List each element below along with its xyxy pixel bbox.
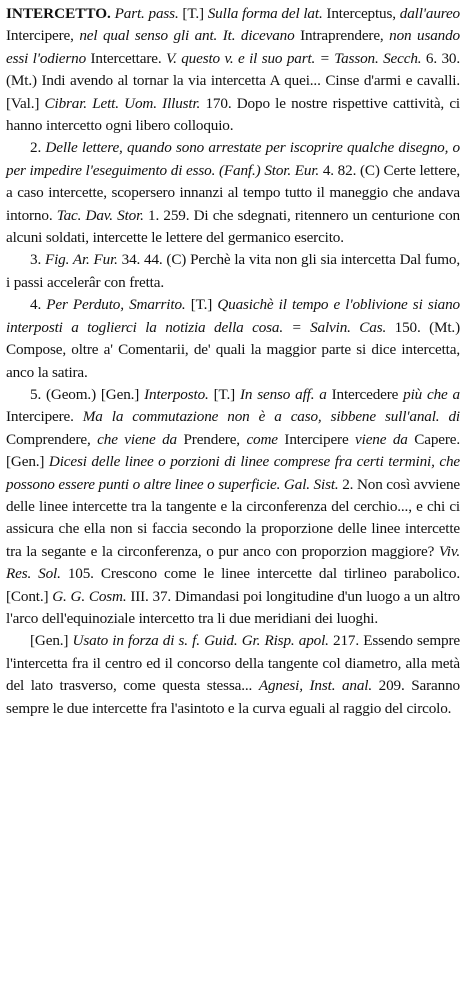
text-run: 4. 82. (C) Certe lettere, a caso intercette, scopersero innanzi al tempo tutto il maneggio che andava intorno.	[6, 161, 460, 224]
text-run: Prendere,	[177, 430, 247, 448]
italic-text-run: Delle lettere, quando sono arrestate per iscoprire qualche disegno, o per impedire l'eseguimento di esso. (Fanf.) Stor. Eur.	[6, 139, 460, 179]
headword: INTERCETTO.	[6, 5, 111, 22]
text-run: [T.]	[178, 5, 208, 22]
text-run: Capere. [Gen.]	[6, 430, 460, 471]
text-run: III. 37. Dimandasi poi longitudine d'un luogo a un altro l'arco dell'equinoziale intercetto tra li due meridiani dei luoghi.	[6, 587, 460, 627]
italic-text-run: V. questo v. e il suo part. =	[165, 49, 330, 67]
text-run: Intercipere	[277, 430, 356, 448]
italic-text-run: In senso aff. a	[239, 385, 327, 403]
italic-text-run: che viene da	[97, 430, 177, 448]
text-run: 217. Essendo sempre l'intercetta fra il centro ed il concorso della tangente col diametro, alla metà del lato trasverso, come questa stessa...	[6, 632, 460, 695]
text-run: 170. Dopo le nostre rispettive cattività, ci hanno intercetto ogni libero colloquio.	[6, 94, 461, 135]
text-run: Intercettare.	[86, 49, 166, 67]
text-run: [T.]	[208, 385, 240, 403]
italic-text-run: Agnesi, Inst. anal.	[258, 677, 373, 695]
italic-text-run: Part. pass.	[110, 5, 179, 22]
text-run: Comprendere,	[6, 430, 98, 448]
italic-text-run: Viv. Res. Sol.	[6, 542, 460, 583]
italic-text-run: Tasson. Secch.	[334, 49, 422, 67]
text-run: 1. 259. Di che sdegnati, ritennero un centurione con alcuni soldati, intercette le lettere del germanico esercito.	[6, 206, 460, 247]
text-run: Intercipere,	[6, 27, 80, 45]
entry-paragraph-sense-4	[6, 294, 460, 384]
entry-paragraph-sense-2	[6, 137, 460, 249]
text-run: 105. Crescono come le linee intercette dal tirlineo parabolico. [Cont.]	[6, 565, 460, 605]
text-run: 34. 44. (C) Perchè la vita non gli sia intercetta Dal fumo, i passi accelerâr con fretta.	[6, 251, 461, 291]
text-run: 3.	[30, 251, 45, 269]
italic-text-run: dall'aureo	[399, 5, 460, 22]
italic-text-run: Dicesi delle linee o porzioni di linee comprese fra certi termini, che possono essere punti o altre linee o superficie. Gal. Sist.	[6, 453, 460, 493]
italic-text-run: Usato in forza di s. f. Guid. Gr. Risp. apol.	[72, 632, 329, 650]
text-run: Intraprendere,	[294, 27, 390, 45]
text-run: [T.]	[185, 296, 218, 314]
text-run: Intercedere	[326, 385, 404, 403]
italic-text-run: G. G. Cosm.	[52, 587, 127, 605]
italic-text-run: nel qual senso gli ant. It. dicevano	[79, 27, 295, 45]
italic-text-run: Ma la commutazione non è a caso, sibbene sull'anal. di	[82, 408, 460, 426]
italic-text-run: Cibrar. Lett. Uom. Illustr.	[44, 94, 201, 112]
text-run: 209. Saranno sempre le due intercette fra l'asintoto e la curva eguali al raggio del circolo.	[6, 677, 460, 717]
italic-text-run: Tac. Dav. Stor.	[56, 206, 144, 224]
italic-text-run: come	[246, 430, 278, 448]
entry-paragraph-sense-3	[6, 249, 460, 294]
italic-text-run: Per Perduto, Smarrito.	[46, 296, 186, 314]
italic-text-run: Sulla forma del lat.	[207, 5, 323, 22]
entry-paragraph-noun-use	[6, 630, 460, 720]
italic-text-run: Fig. Ar. Fur.	[44, 251, 118, 269]
entry-paragraph-main	[6, 3, 460, 137]
text-run: Intercipere.	[6, 408, 83, 426]
italic-text-run: Quasichè il tempo e l'oblivione si siano interposti a toglierci la notizia della cosa. = Salvin. Cas.	[6, 296, 460, 336]
text-run: 6. 30. (Mt.) Indi avendo al tornar la via intercetta A quei... Cinse d'armi e cavalli. [Val.]	[6, 49, 460, 112]
text-run: Interceptus,	[322, 5, 400, 22]
text-run: 4.	[30, 296, 47, 314]
italic-text-run: viene da	[355, 430, 408, 448]
text-run: [Gen.]	[30, 632, 73, 650]
italic-text-run: Interposto.	[144, 385, 209, 403]
text-run: 150. (Mt.) Compose, oltre a' Comentarii, de' quali la maggior parte si dice intercetta, anco la satira.	[6, 318, 460, 381]
text-run: 2.	[30, 139, 46, 157]
text-run: 5. (Geom.) [Gen.]	[30, 385, 145, 403]
entry-paragraph-sense-5	[6, 384, 460, 630]
italic-text-run: più che a	[403, 385, 460, 403]
text-run: 2. Non così avviene delle linee intercette tra la tangente e la circonferenza del cerchio..., e chi ci assicura che ella non si faccia secondo la proporzione delle linee intercette tra la segante e la circonferenza, o pur anco con proporzion maggiore?	[6, 475, 460, 560]
italic-text-run: non usando essi l'odierno	[6, 27, 460, 67]
